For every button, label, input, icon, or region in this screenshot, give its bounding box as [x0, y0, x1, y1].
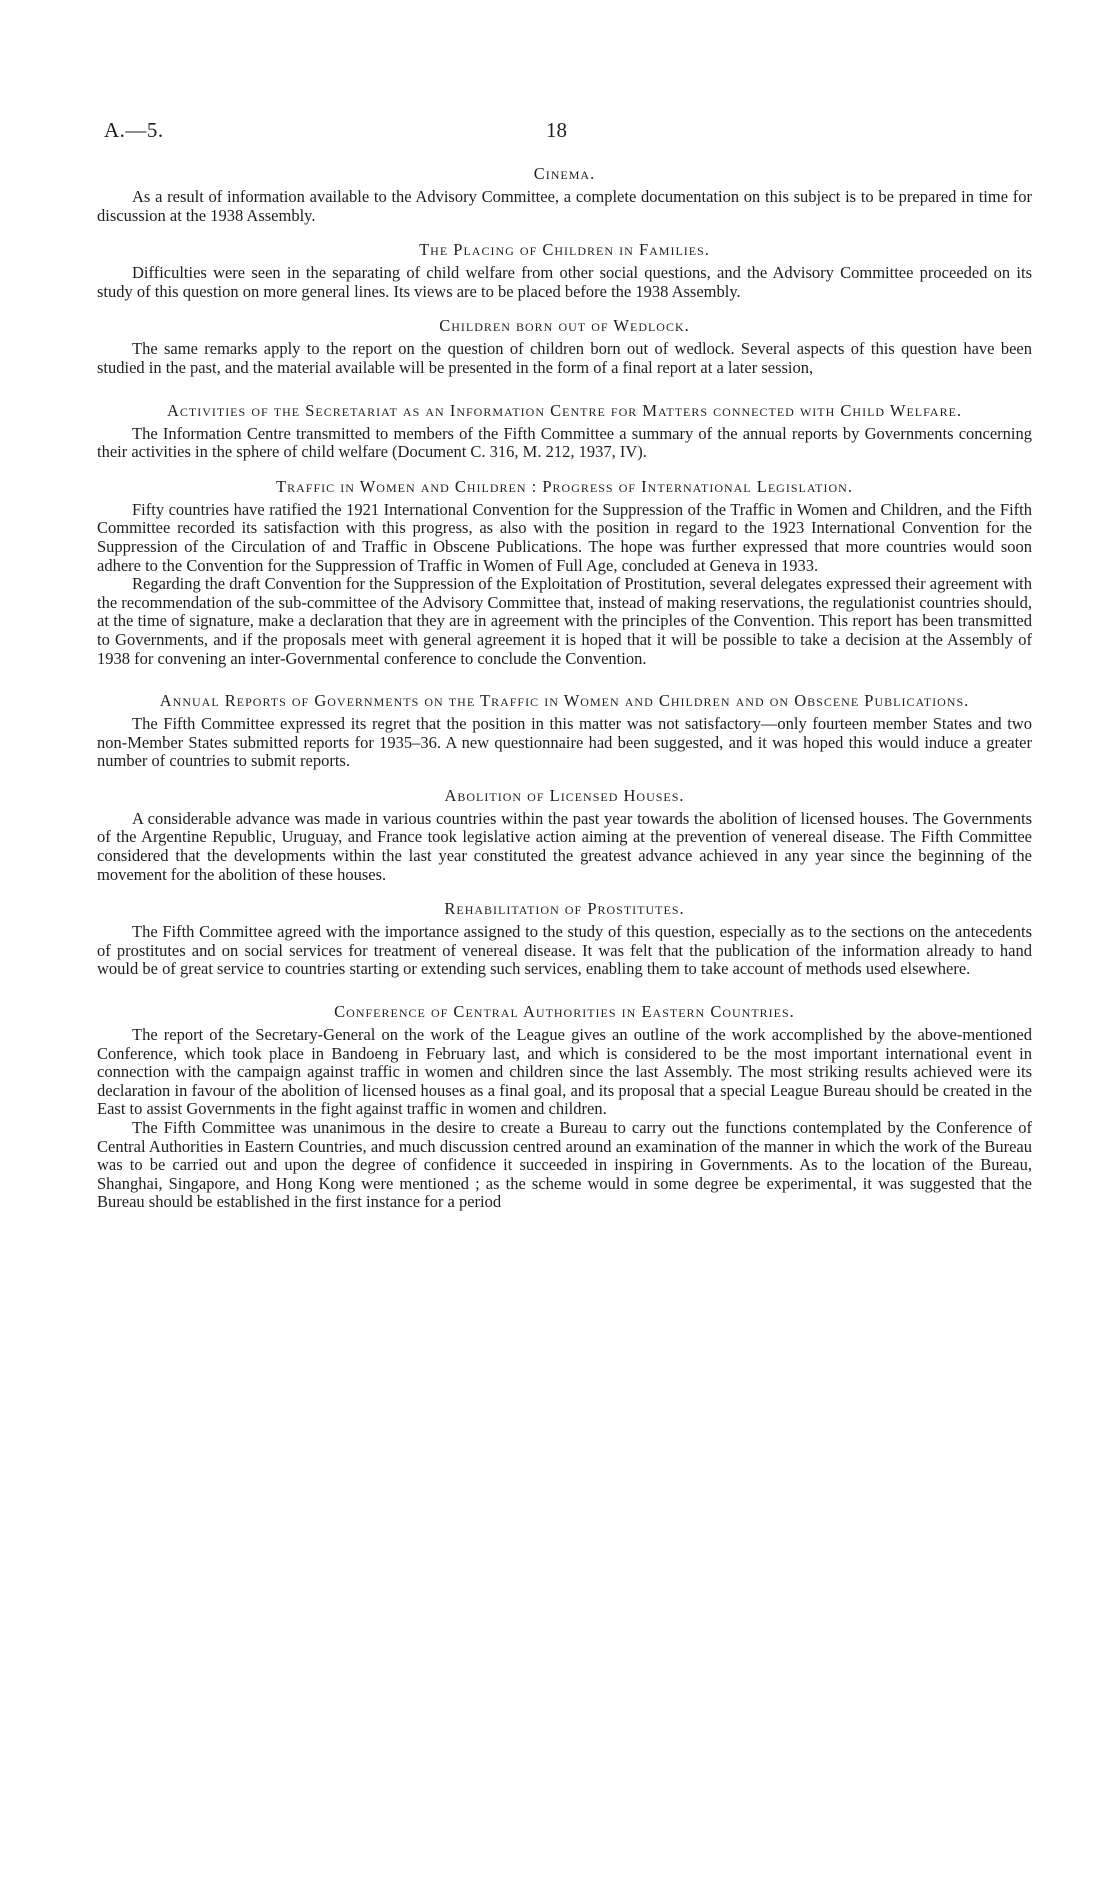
section-heading: The Placing of Children in Families. [419, 240, 710, 260]
paragraph: The Information Centre transmitted to members of the Fifth Committee a summary of the annual reports by Governments concerning their activities in the sphere of child welfare (Document C. 316, M. 212, 1937, IV). [97, 423, 1032, 462]
section-heading: Conference of Central Authorities in Eastern Countries. [334, 1002, 795, 1022]
paragraph: Fifty countries have ratified the 1921 International Convention for the Suppression of the Traffic in Women and Children, and the Fifth Committee recorded its satisfaction with this progress, as also with the position in regard to the 1923 International Convention for the Suppression of the Circulation of and Traffic in Obscene Publications. The hope was further expressed that more countries would soon adhere to the Convention for the Suppression of Traffic in Women of Full Age, concluded at Geneva in 1933. [97, 499, 1032, 575]
page-reference: A.—5. [104, 118, 164, 142]
section-heading: Activities of the Secretariat as an Information Centre for Matters connected with Child Welfare. [166, 400, 963, 420]
paragraph: The Fifth Committee expressed its regret that the position in this matter was not satisfactory—only fourteen member States and two non-Member States submitted reports for 1935–36. A new questionnaire had been suggested, and it was hoped this would induce a greater number of countries to submit reports. [97, 714, 1032, 771]
paragraph: The same remarks apply to the report on the question of children born out of wedlock. Several aspects of this question have been studied in the past, and the material available will be presented in the form of a final report at a later session, [97, 339, 1032, 377]
paragraph: A considerable advance was made in various countries within the past year towards the abolition of licensed houses. The Governments of the Argentine Republic, Uruguay, and France took legislative action aiming at the prevention of venereal disease. The Fifth Committee considered that the developments within the last year constituted the greatest advance achieved in any year since the beginning of the movement for the abolition of these houses. [97, 808, 1032, 884]
section-traffic-legislation [97, 476, 1032, 668]
section-placing-of-children [97, 239, 1032, 301]
page-content [97, 163, 1032, 1226]
section-heading: Annual Reports of Governments on the Traffic in Women and Children and on Obscene Publications. [159, 691, 970, 711]
paragraph: The Fifth Committee agreed with the importance assigned to the study of this question, especially as to the sections on the antecedents of prostitutes and on social services for treatment of venereal disease. It was felt that the publication of the information already to hand would be of great service to countries starting or extending such services, enabling them to take account of methods used elsewhere. [97, 922, 1032, 979]
paragraph: The report of the Secretary-General on the work of the League gives an outline of the work accomplished by the above-mentioned Conference, which took place in Bandoeng in February last, and which is considered to be the most important international event in connection with the campaign against traffic in women and children since the last Assembly. The most striking results achieved were its declaration in favour of the abolition of licensed houses as a final goal, and its proposal that a special League Bureau should be created in the East to assist Governments in the fight against traffic in women and children. [97, 1025, 1032, 1119]
section-heading: Cinema. [533, 164, 596, 183]
section-children-born-out-of-wedlock [97, 315, 1032, 377]
section-annual-reports [97, 690, 1032, 771]
section-heading: Children born out of Wedlock. [439, 316, 690, 336]
section-information-centre [97, 400, 1032, 462]
paragraph: Difficulties were seen in the separating of child welfare from other social questions, and the Advisory Committee proceeded on its study of this question on more general lines. Its views are to be placed before the 1938 Assembly. [97, 263, 1032, 301]
page-number: 18 [546, 118, 567, 142]
paragraph: Regarding the draft Convention for the Suppression of the Exploitation of Prostitution, several delegates expressed their agreement with the recommendation of the sub-committee of the Advisory Committee that, instead of making reservations, the regulationist countries should, at the time of signature, make a declaration that they are in agreement with the principles of the Convention. This report has been transmitted to Governments, and if the proposals meet with general agreement it is hoped that it will be possible to take a decision at the Assembly of 1938 for convening an inter-Governmental conference to conclude the Convention. [97, 574, 1032, 668]
paragraph: As a result of information available to the Advisory Committee, a complete documentation on this subject is to be prepared in time for discussion at the 1938 Assembly. [97, 187, 1032, 225]
section-abolition-licensed-houses [97, 785, 1032, 884]
section-heading: Rehabilitation of Prostitutes. [444, 899, 685, 919]
section-cinema [97, 163, 1032, 225]
section-conference-eastern-countries [97, 1001, 1032, 1212]
section-rehabilitation [97, 898, 1032, 979]
section-heading: Abolition of Licensed Houses. [444, 785, 685, 805]
paragraph: The Fifth Committee was unanimous in the desire to create a Bureau to carry out the functions contemplated by the Conference of Central Authorities in Eastern Countries, and much discussion centred around an examination of the manner in which the work of the Bureau was to be carried out and upon the degree of confidence it succeeded in inspiring in Governments. As to the location of the Bureau, Shanghai, Singapore, and Hong Kong were mentioned ; as the scheme would in some degree be experimental, it was suggested that the Bureau should be established in the first instance for a period [97, 1118, 1032, 1212]
section-heading: Traffic in Women and Children : Progress of International Legislation. [276, 476, 853, 496]
